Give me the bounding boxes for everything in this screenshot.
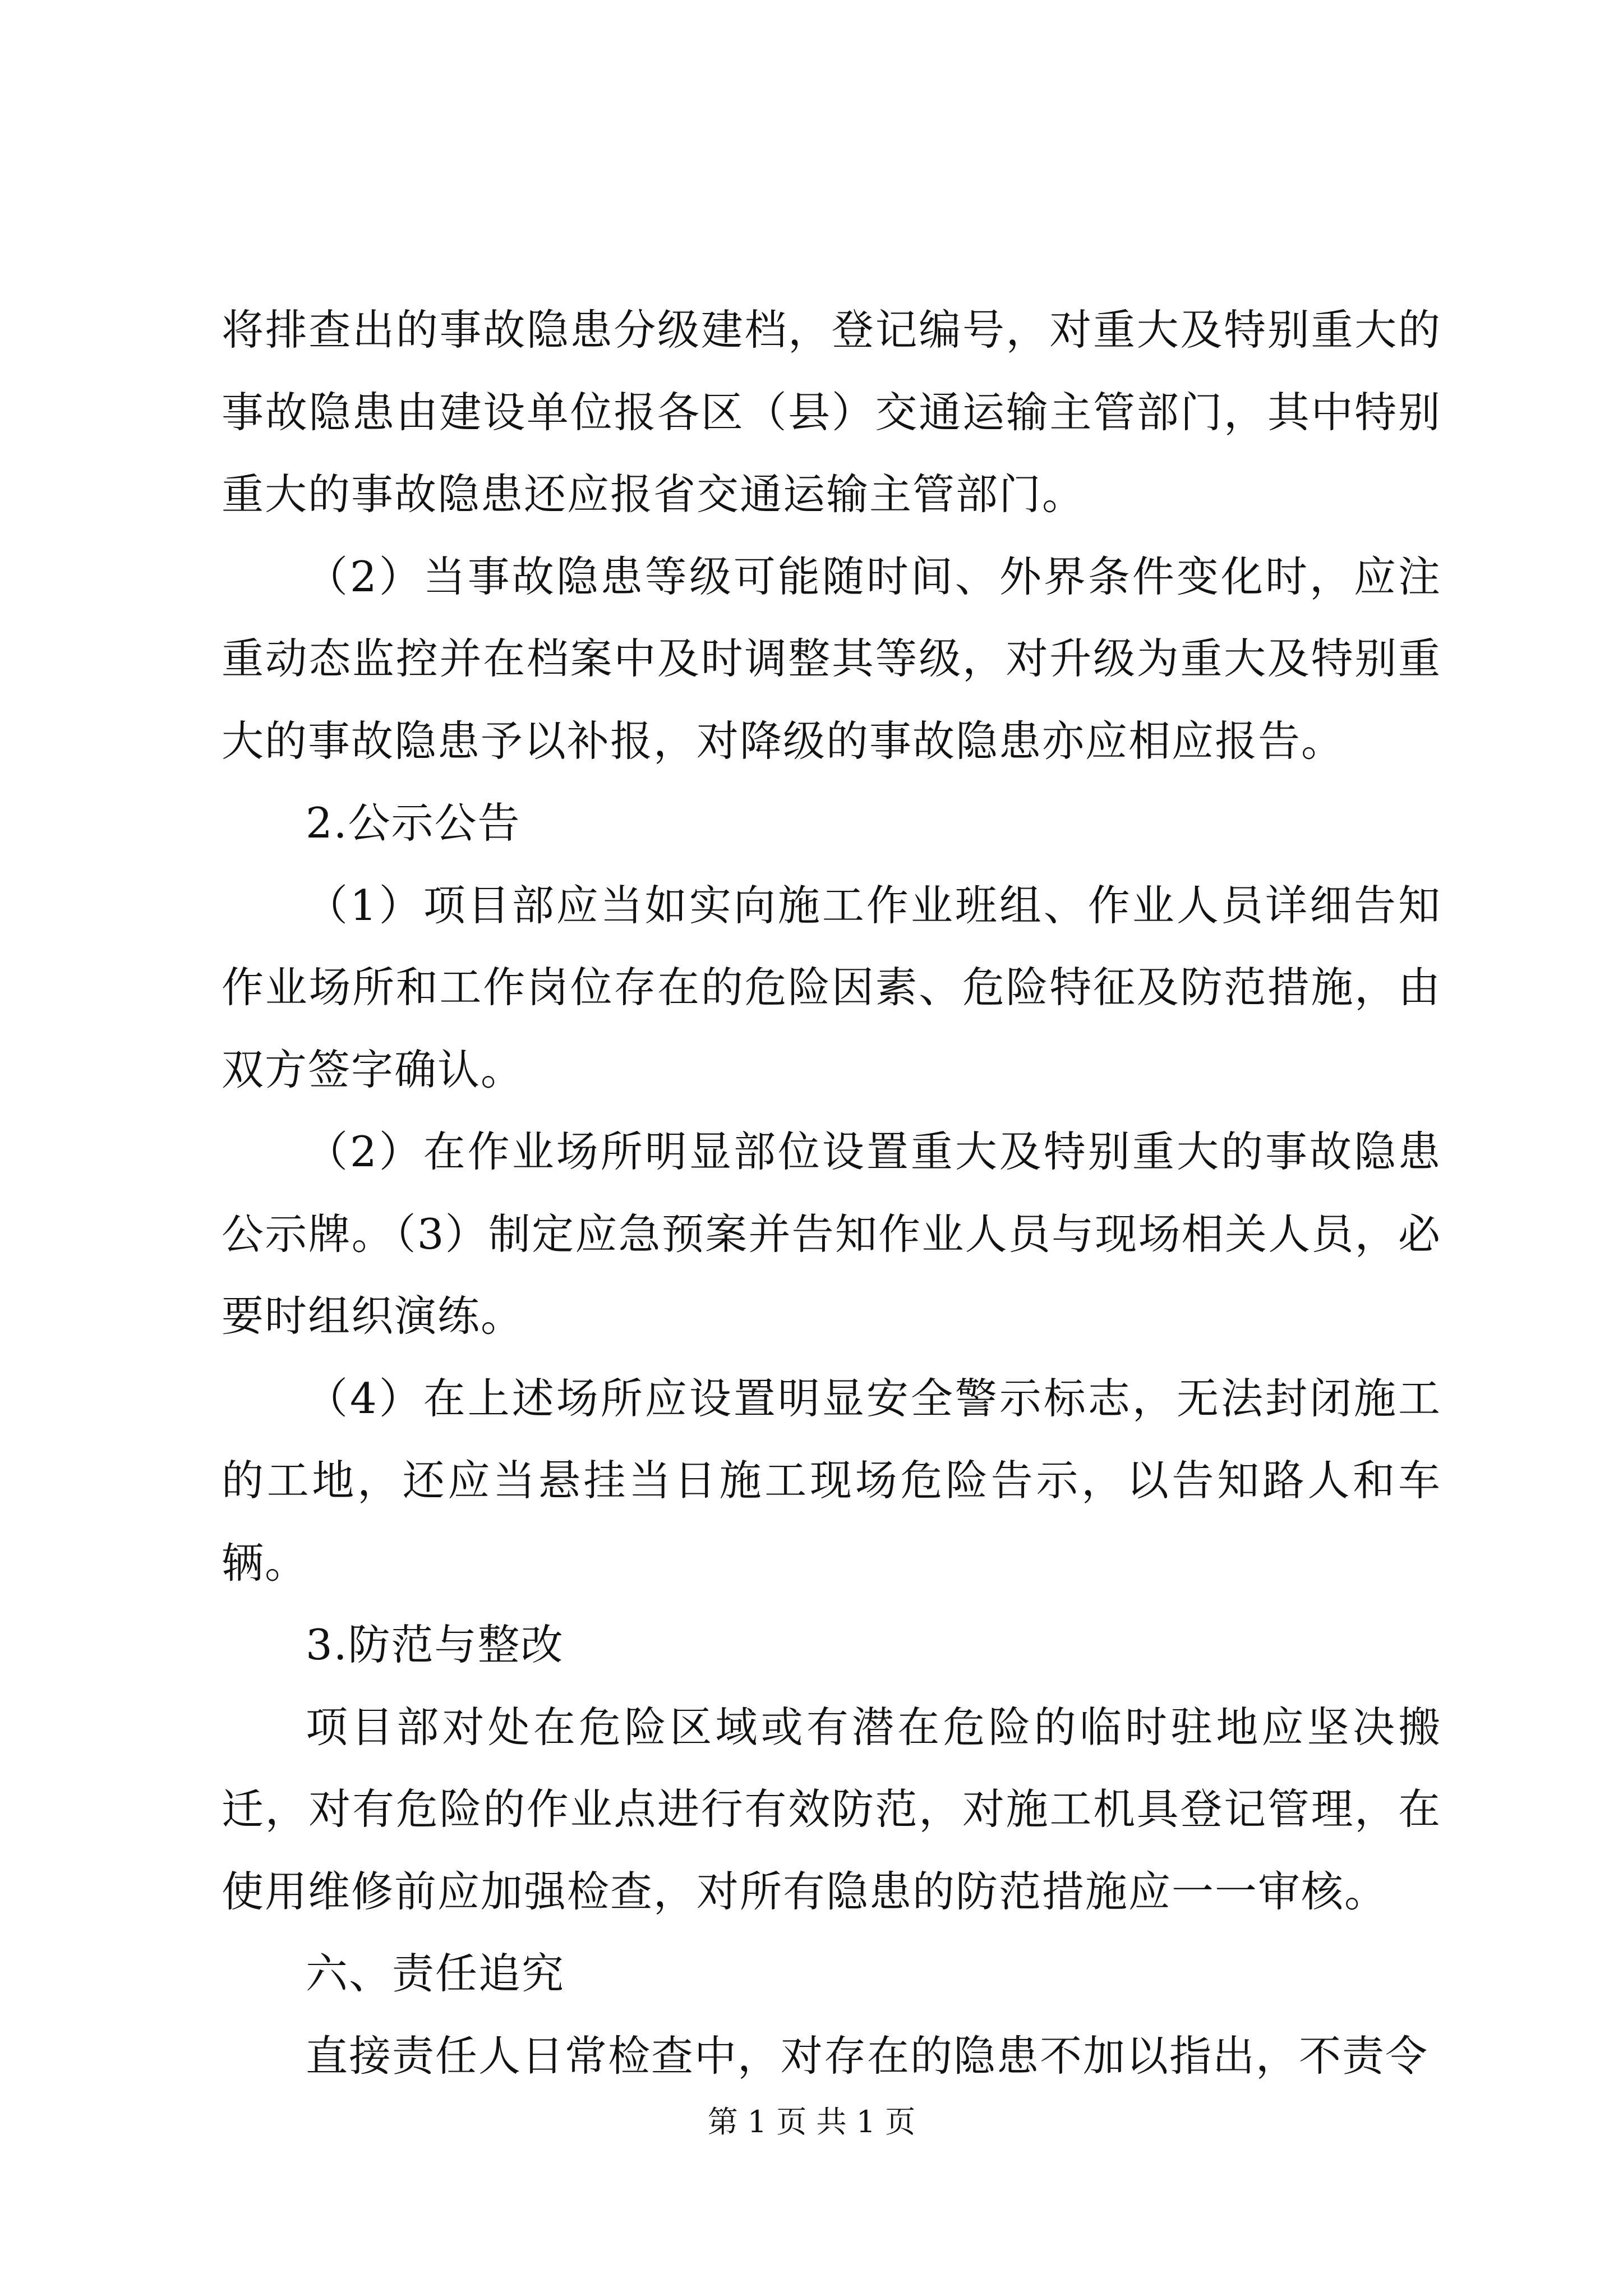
paragraph: （4）在上述场所应设置明显安全警示标志，无法封闭施工的工地，还应当悬挂当日施工现场危险告示，以告知路人和车辆。 <box>222 1373 1441 1588</box>
section-heading: 2.公示公告 <box>306 798 521 848</box>
section-heading: 六、责任追究 <box>306 1949 565 1998</box>
paragraph: 项目部对处在危险区域或有潜在危险的临时驻地应坚决搬迁，对有危险的作业点进行有效防范，对施工机具登记管理，在使用维修前应加强检查，对所有隐患的防范措施应一一审核。 <box>222 1702 1441 1916</box>
paragraph: （2）当事故隐患等级可能随时间、外界条件变化时，应注重动态监控并在档案中及时调整其等级，对升级为重大及特别重大的事故隐患予以补报，对降级的事故隐患亦应相应报告。 <box>222 551 1441 766</box>
paragraph: （2）在作业场所明显部位设置重大及特别重大的事故隐患公示牌。（3）制定应急预案并告知作业人员与现场相关人员，必要时组织演练。 <box>222 1127 1441 1341</box>
paragraph: 直接责任人日常检查中，对存在的隐患不加以指出，不责令 <box>306 2031 1429 2081</box>
page-number-label: 第 1 页 共 1 页 <box>707 2104 916 2139</box>
document-body <box>222 289 1441 2097</box>
section-heading: 3.防范与整改 <box>306 1620 564 1669</box>
paragraph: （1）项目部应当如实向施工作业班组、作业人员详细告知作业场所和工作岗位存在的危险因素、危险特征及防范措施，由双方签字确认。 <box>222 880 1441 1094</box>
paragraph: 将排查出的事故隐患分级建档，登记编号，对重大及特别重大的事故隐患由建设单位报各区（县）交通运输主管部门，其中特别重大的事故隐患还应报省交通运输主管部门。 <box>222 305 1441 519</box>
page-footer <box>0 2102 1623 2142</box>
